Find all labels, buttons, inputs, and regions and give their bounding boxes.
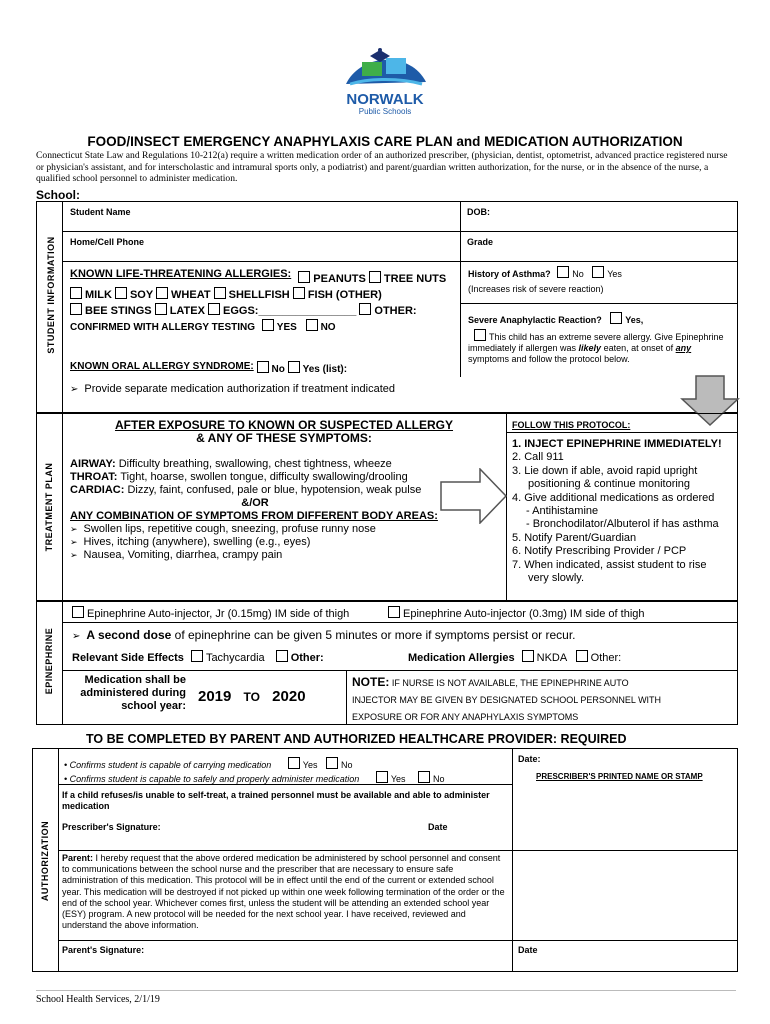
parent-signature-label: Parent's Signature: [62,945,145,955]
administer-yes[interactable]: Yes [376,774,406,784]
symptoms-block: AIRWAY: Difficulty breathing, swallowing, chest tightness, wheeze THROAT: Tight, hoarse, swollen tongue, difficulty swallowing/drooling CARDIAC: Dizzy, faint, confused, pale or blue, hypotension, weak pulse &/OR ANY COMBINATION OF SYMPTOMS FROM DIFFERENT BODY AREAS: ➢ Swollen lips, repetitive cough, sneezing, profuse runny nose ➢ Hives, itching (anywhere), swelling (e.g., eyes) ➢ Nausea, Vomiting, diarrhea, crampy pain [70,458,500,562]
severe-reaction-row [468,312,643,325]
treatment-heading-1: AFTER EXPOSURE TO KNOWN OR SUSPECTED ALLERGY [114,418,454,432]
parent-date-label: Date [518,945,538,955]
prescriber-signature-label: Prescriber's Signature: [62,822,161,832]
protocol-heading: FOLLOW THIS PROTOCOL: [512,420,631,430]
carry-row: • Confirms student is capable of carrying medication Yes No [64,757,353,770]
carry-no[interactable]: No [326,760,353,770]
asthma-label: History of Asthma? [468,269,551,279]
carry-yes[interactable]: Yes [288,760,318,770]
tachycardia-option[interactable]: Tachycardia [191,652,265,664]
peanuts-option[interactable]: PEANUTS [298,273,366,285]
protocol-step: 3. Lie down if able, avoid rapid upright [512,464,698,477]
severe-yes[interactable]: Yes, [610,315,643,325]
epi-adult-option[interactable]: Epinephrine Auto-injector (0.3mg) IM side of thigh [388,606,645,620]
asthma-note: (Increases risk of severe reaction) [468,284,604,294]
asthma-no[interactable]: No [557,269,584,279]
authorization-heading: TO BE COMPLETED BY PARENT AND AUTHORIZED HEALTHCARE PROVIDER: REQUIRED [86,732,627,746]
right-arrow-icon [440,468,508,524]
oral-no[interactable]: No [257,364,285,375]
protocol-step: 7. When indicated, assist student to rise [512,558,707,571]
list-item: ➢ Swollen lips, repetitive cough, sneezing, profuse runny nose [70,523,500,536]
footer-text: School Health Services, 2/1/19 [36,994,160,1005]
prescriber-name-label: PRESCRIBER'S PRINTED NAME OR STAMP [536,772,703,781]
epinephrine-side-label: EPINEPHRINE [44,627,54,695]
treatment-heading-2: & ANY OF THESE SYMPTOMS: [196,431,372,445]
parent-consent-text: Parent: I hereby request that the above ordered medication be administered by school personnel and consent to communications between the school nurse and the prescriber that are necessary to ensure safe administration of this medication. This protocol will be in effect until the end of the current or extended school year. This medication will be destroyed if not picked up within one week following termination of the order or the end of the school year. Whichever comes first, unless the student will be attending an extended school year (ESY) program. A new protocol will be needed for the next school year. I have received, reviewed and understand the above information. [62,853,505,931]
allergies-label: KNOWN LIFE-THREATENING ALLERGIES: [70,268,292,280]
protocol-step: positioning & continue monitoring [528,478,691,491]
arrow-bullet-icon: ➢ [70,384,79,395]
eggs-option[interactable]: EGGS:________________ [208,305,356,317]
side-effect-other-option[interactable]: Other: [276,652,324,664]
med-allergies-row: Medication Allergies NKDA Other: [408,652,622,664]
latex-option[interactable]: LATEX [155,305,205,317]
treatment-side-label: TREATMENT PLAN [44,462,54,552]
protocol-step: 4. Give additional medications as ordered [512,491,715,504]
logo-subtitle: Public Schools [358,107,412,116]
refuse-note: If a child refuses/is unable to self-treat, a trained personnel must be available and able to administer medication [62,790,490,811]
intro-text: Connecticut State Law and Regulations 10-212(a) require a written medication order of an authorized prescriber, (physician, dentist, optometrist, advanced practice registered nurse or physician's assistant, and for interscholastic and intramural sports only, a podiatrist) and parent/guardian written authorization, for the nurse, or in the absence of the nurse, a qualified school personnel to administer medication. [36,150,728,184]
other-allergy-option[interactable]: OTHER: [359,305,416,317]
school-year-range: 2019 TO 2020 [198,688,306,705]
protocol-step: 6. Notify Prescribing Provider / PCP [512,545,687,558]
oral-yes[interactable]: Yes (list): [288,364,347,375]
asthma-yes[interactable]: Yes [592,269,622,279]
authorization-side-label: AUTHORIZATION [40,820,50,902]
phone-label: Home/Cell Phone [70,237,145,247]
administered-label: Medication shall be administered during school year: [80,674,186,712]
confirmed-no[interactable]: NO [306,322,336,333]
shellfish-option[interactable]: SHELLFISH [214,289,290,301]
protocol-step: 1. INJECT EPINEPHRINE IMMEDIATELY! [512,438,722,450]
nkda-option[interactable]: NKDA [522,652,567,664]
allergies-block [70,266,460,335]
protocol-step: - Antihistamine [526,505,599,518]
logo-graphic [340,44,430,90]
prescriber-date-label: Date [428,822,448,832]
protocol-step: very slowly. [528,572,585,585]
administer-no[interactable]: No [418,774,445,784]
school-label: School: [36,188,80,202]
wheat-option[interactable]: WHEAT [156,289,211,301]
tree-nuts-option[interactable]: TREE NUTS [369,273,446,285]
nurse-note: NOTE: IF NURSE IS NOT AVAILABLE, THE EPINEPHRINE AUTO INJECTOR MAY BE GIVEN BY DESIGNATED SCHOOL PERSONNEL WITH EXPOSURE OR FOR ANY ANAPHYLAXIS SYMPTOMS [352,675,662,722]
list-item: ➢ Nausea, Vomiting, diarrhea, crampy pain [70,549,500,562]
administer-row: • Confirms student is capable to safely and properly administer medication Yes No [64,771,445,784]
protocol-step: - Bronchodilator/Albuterol if has asthma [526,518,719,531]
list-item: ➢ Hives, itching (anywhere), swelling (e.g., eyes) [70,536,500,549]
confirmed-yes[interactable]: YES [262,322,297,333]
oral-allergy-label: KNOWN ORAL ALLERGY SYNDROME: [70,361,254,372]
student-name-label: Student Name [70,207,131,217]
second-dose-note: ➢ A second dose of epinephrine can be given 5 minutes or more if symptoms persist or recur. [72,628,576,642]
severe-note: This child has an extreme severe allergy. Give Epinephrine immediately if allergen was likely eaten, at onset of any symptoms and follow the protocol below. [468,329,730,365]
tree-nuts-checkbox[interactable] [369,271,381,283]
norwalk-logo [340,44,430,116]
epi-jr-option[interactable]: Epinephrine Auto-injector, Jr (0.15mg) IM side of thigh [72,606,349,620]
dob-label: DOB: [467,207,490,217]
asthma-row [468,266,622,279]
side-effects-row: Relevant Side Effects Tachycardia Other: [72,652,324,664]
page-title: FOOD/INSECT EMERGENCY ANAPHYLAXIS CARE PLAN and MEDICATION AUTHORIZATION [87,134,683,149]
symptom-list [70,523,500,562]
logo-name: NORWALK [346,91,424,108]
oral-allergy-row [70,358,348,375]
confirmed-label: CONFIRMED WITH ALLERGY TESTING [70,322,255,333]
grade-label: Grade [467,237,494,247]
protocol-step: 2. Call 911 [512,451,564,464]
bee-stings-option[interactable]: BEE STINGS [70,305,152,317]
fish-option[interactable]: FISH (OTHER) [293,289,382,301]
med-allergy-other-option[interactable]: Other: [576,652,622,664]
severe-label: Severe Anaphylactic Reaction? [468,315,602,325]
date-label: Date: [518,754,541,764]
soy-option[interactable]: SOY [115,289,153,301]
peanuts-checkbox[interactable] [298,271,310,283]
protocol-step: 5. Notify Parent/Guardian [512,531,637,544]
separate-auth-note: ➢ Provide separate medication authorization if treatment indicated [70,383,396,395]
student-info-side-label: STUDENT INFORMATION [46,236,56,354]
protocol-steps [512,438,734,585]
milk-option[interactable]: MILK [70,289,112,301]
